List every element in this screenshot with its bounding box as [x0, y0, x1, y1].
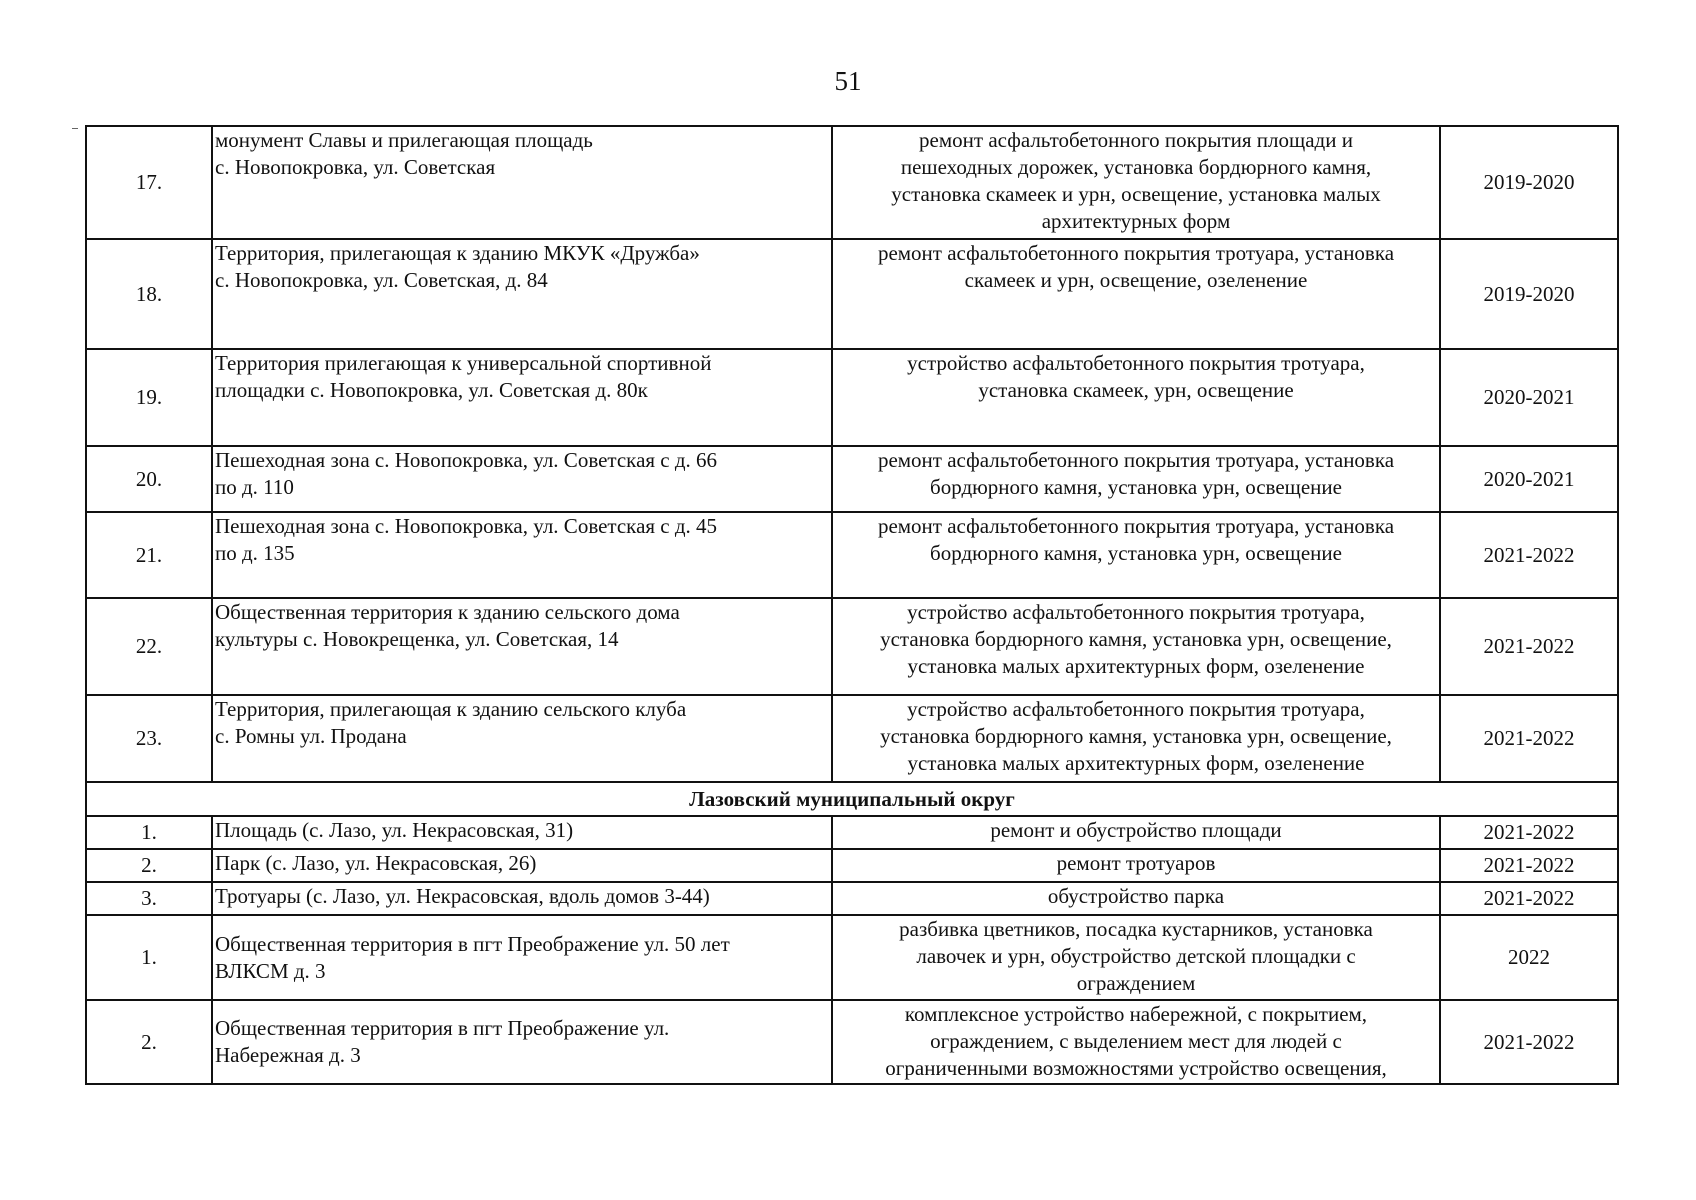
work-description: ремонт тротуаров	[832, 849, 1440, 882]
row-number: 20.	[86, 446, 212, 512]
row-number: 23.	[86, 695, 212, 782]
table-row	[86, 695, 1618, 782]
territory-name: Парк (с. Лазо, ул. Некрасовская, 26)	[212, 849, 832, 882]
period: 2021-2022	[1440, 695, 1618, 782]
period: 2022	[1440, 915, 1618, 1000]
territory-name: Тротуары (с. Лазо, ул. Некрасовская, вдоль домов 3-44)	[212, 882, 832, 915]
territory-name: Территория, прилегающая к зданию МКУК «Дружба» с. Новопокровка, ул. Советская, д. 84	[212, 239, 832, 349]
period: 2019-2020	[1440, 239, 1618, 349]
work-description: ремонт асфальтобетонного покрытия тротуара, установка бордюрного камня, установка урн, освещение	[832, 446, 1440, 512]
row-number: 2.	[86, 849, 212, 882]
work-description: ремонт и обустройство площади	[832, 816, 1440, 849]
work-description: разбивка цветников, посадка кустарников, установка лавочек и урн, обустройство детской площадки с ограждением	[832, 915, 1440, 1000]
period: 2021-2022	[1440, 1000, 1618, 1084]
work-description: ремонт асфальтобетонного покрытия тротуара, установка бордюрного камня, установка урн, освещение	[832, 512, 1440, 598]
table-row	[86, 882, 1618, 915]
table-row	[86, 446, 1618, 512]
table-row	[86, 915, 1618, 1000]
row-number: 17.	[86, 126, 212, 239]
period: 2021-2022	[1440, 512, 1618, 598]
work-description: комплексное устройство набережной, с покрытием, ограждением, с выделением мест для людей с ограниченными возможностями устройство освещения,	[832, 1000, 1440, 1084]
work-description: устройство асфальтобетонного покрытия тротуара, установка бордюрного камня, установка урн, освещение, установка малых архитектурных форм, озеленение	[832, 695, 1440, 782]
period: 2021-2022	[1440, 598, 1618, 695]
table-body	[86, 126, 1618, 1084]
row-number: 3.	[86, 882, 212, 915]
table-row	[86, 349, 1618, 446]
territory-name: Территория прилегающая к универсальной спортивной площадки с. Новопокровка, ул. Советская д. 80к	[212, 349, 832, 446]
table-row	[86, 126, 1618, 239]
row-number: 18.	[86, 239, 212, 349]
row-number: 1.	[86, 915, 212, 1000]
table-row	[86, 239, 1618, 349]
period: 2020-2021	[1440, 446, 1618, 512]
period: 2019-2020	[1440, 126, 1618, 239]
section-title: Лазовский муниципальный округ	[86, 782, 1618, 816]
table-row	[86, 1000, 1618, 1084]
improvement-table	[85, 125, 1619, 1085]
row-number: 19.	[86, 349, 212, 446]
territory-name: Пешеходная зона с. Новопокровка, ул. Советская с д. 45 по д. 135	[212, 512, 832, 598]
row-number: 21.	[86, 512, 212, 598]
work-description: устройство асфальтобетонного покрытия тротуара, установка скамеек, урн, освещение	[832, 349, 1440, 446]
territory-name: Общественная территория в пгт Преображение ул. Набережная д. 3	[212, 1000, 832, 1084]
table-row	[86, 598, 1618, 695]
period: 2021-2022	[1440, 849, 1618, 882]
work-description: ремонт асфальтобетонного покрытия тротуара, установка скамеек и урн, освещение, озеленение	[832, 239, 1440, 349]
period: 2020-2021	[1440, 349, 1618, 446]
work-description: ремонт асфальтобетонного покрытия площади и пешеходных дорожек, установка бордюрного камня, установка скамеек и урн, освещение, установка малых архитектурных форм	[832, 126, 1440, 239]
work-description: устройство асфальтобетонного покрытия тротуара, установка бордюрного камня, установка урн, освещение, установка малых архитектурных форм, озеленение	[832, 598, 1440, 695]
territory-name: Пешеходная зона с. Новопокровка, ул. Советская с д. 66 по д. 110	[212, 446, 832, 512]
territory-name: Площадь (с. Лазо, ул. Некрасовская, 31)	[212, 816, 832, 849]
section-row	[86, 782, 1618, 816]
table-row	[86, 512, 1618, 598]
territory-name: Территория, прилегающая к зданию сельского клуба с. Ромны ул. Продана	[212, 695, 832, 782]
row-number: 2.	[86, 1000, 212, 1084]
row-number: 1.	[86, 816, 212, 849]
period: 2021-2022	[1440, 816, 1618, 849]
table-row	[86, 816, 1618, 849]
row-number: 22.	[86, 598, 212, 695]
territory-name: монумент Славы и прилегающая площадь с. Новопокровка, ул. Советская	[212, 126, 832, 239]
period: 2021-2022	[1440, 882, 1618, 915]
page-number: 51	[834, 66, 862, 96]
table-row	[86, 849, 1618, 882]
territory-name: Общественная территория в пгт Преображение ул. 50 лет ВЛКСМ д. 3	[212, 915, 832, 1000]
margin-mark	[72, 128, 78, 129]
territory-name: Общественная территория к зданию сельского дома культуры с. Новокрещенка, ул. Советская, 14	[212, 598, 832, 695]
work-description: обустройство парка	[832, 882, 1440, 915]
